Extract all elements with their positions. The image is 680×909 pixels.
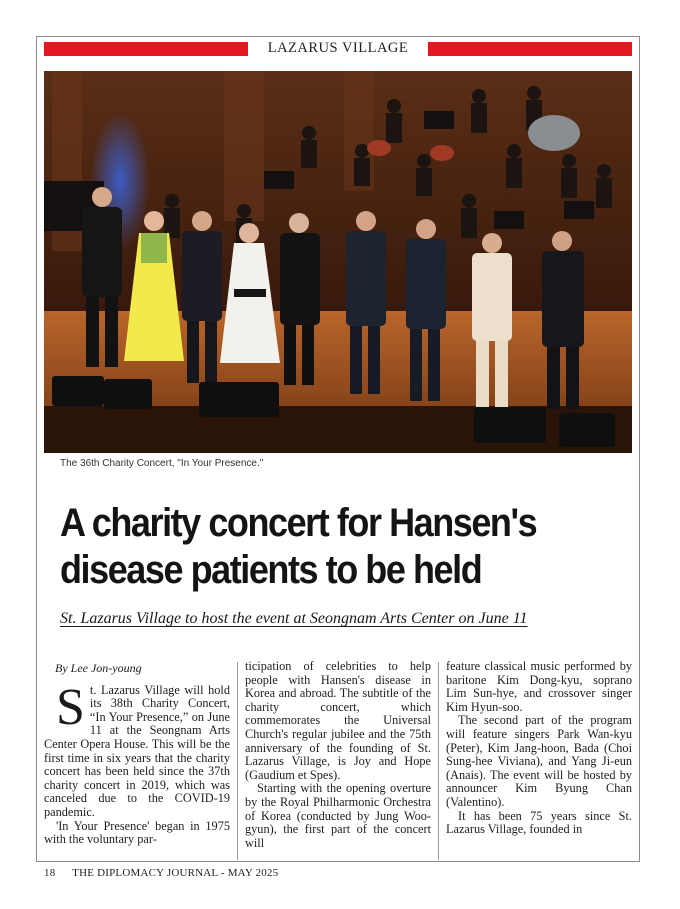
paragraph: Starting with the opening overture by the Royal Philharmonic Orchestra of Korea (conducted by Jung Woo-gyun), the first part of the concert will [245, 781, 431, 850]
column-divider [237, 662, 238, 860]
byline: By Lee Jon-young [55, 661, 142, 675]
subheadline: St. Lazarus Village to host the event at Seongnam Arts Center on June 11 [60, 610, 528, 627]
headline-line-1: A charity concert for Hansen's [60, 501, 537, 545]
article-column-3 [446, 660, 632, 862]
drop-cap: S [56, 678, 85, 736]
page-footer [44, 867, 278, 879]
article-column-2 [245, 660, 431, 862]
article-body [44, 660, 632, 862]
section-header [44, 42, 632, 56]
section-bar-right [428, 42, 632, 56]
article-column-1 [44, 660, 230, 862]
paragraph: It has been 75 years since St. Lazarus Village, founded in [446, 808, 632, 837]
section-bar-left [44, 42, 248, 56]
paragraph: 'In Your Presence' began in 1975 with the voluntary par- [44, 818, 230, 847]
page-number: 18 [44, 867, 56, 879]
section-label: LAZARUS VILLAGE [267, 40, 409, 56]
concert-photo [44, 71, 632, 453]
headline [60, 500, 578, 594]
paragraph: t. Lazarus Village will hold its 38th Charity Concert, “In Your Presence,” on June 11 at the Seongnam Arts Center Opera House. This will be the first time in six years that the charity concert has been held since the 37th charity concert in 2019, which was canceled due to the COVID-19 pandemic. [44, 682, 230, 819]
publication-name: THE DIPLOMACY JOURNAL - MAY 2025 [72, 867, 279, 879]
column-divider [438, 662, 439, 860]
paragraph: feature classical music performed by baritone Kim Dong-kyu, soprano Lim Sun-hye, and crossover singer Kim Hyun-soo. [446, 660, 632, 714]
paragraph: The second part of the program will feature singers Park Wan-kyu (Peter), Kim Jang-hoon, Bada (Choi Sung-hee Viviana), and Yang Ji-eun (Anais). The event will be hosted by announcer Kim Byung Chan (Valentino). [446, 713, 632, 809]
photo-caption: The 36th Charity Concert, "In Your Presence." [60, 458, 264, 469]
headline-line-2: disease patients to be held [60, 548, 482, 592]
paragraph: ticipation of celebrities to help people with Hansen's disease in Korea and abroad. The subtitle of the charity concert, which commemorates the Universal Church's regular jubilee and the 75th anniversary of the founding of St. Lazarus Village, is Joy and Hope (Gaudium et Spes). [245, 660, 431, 782]
